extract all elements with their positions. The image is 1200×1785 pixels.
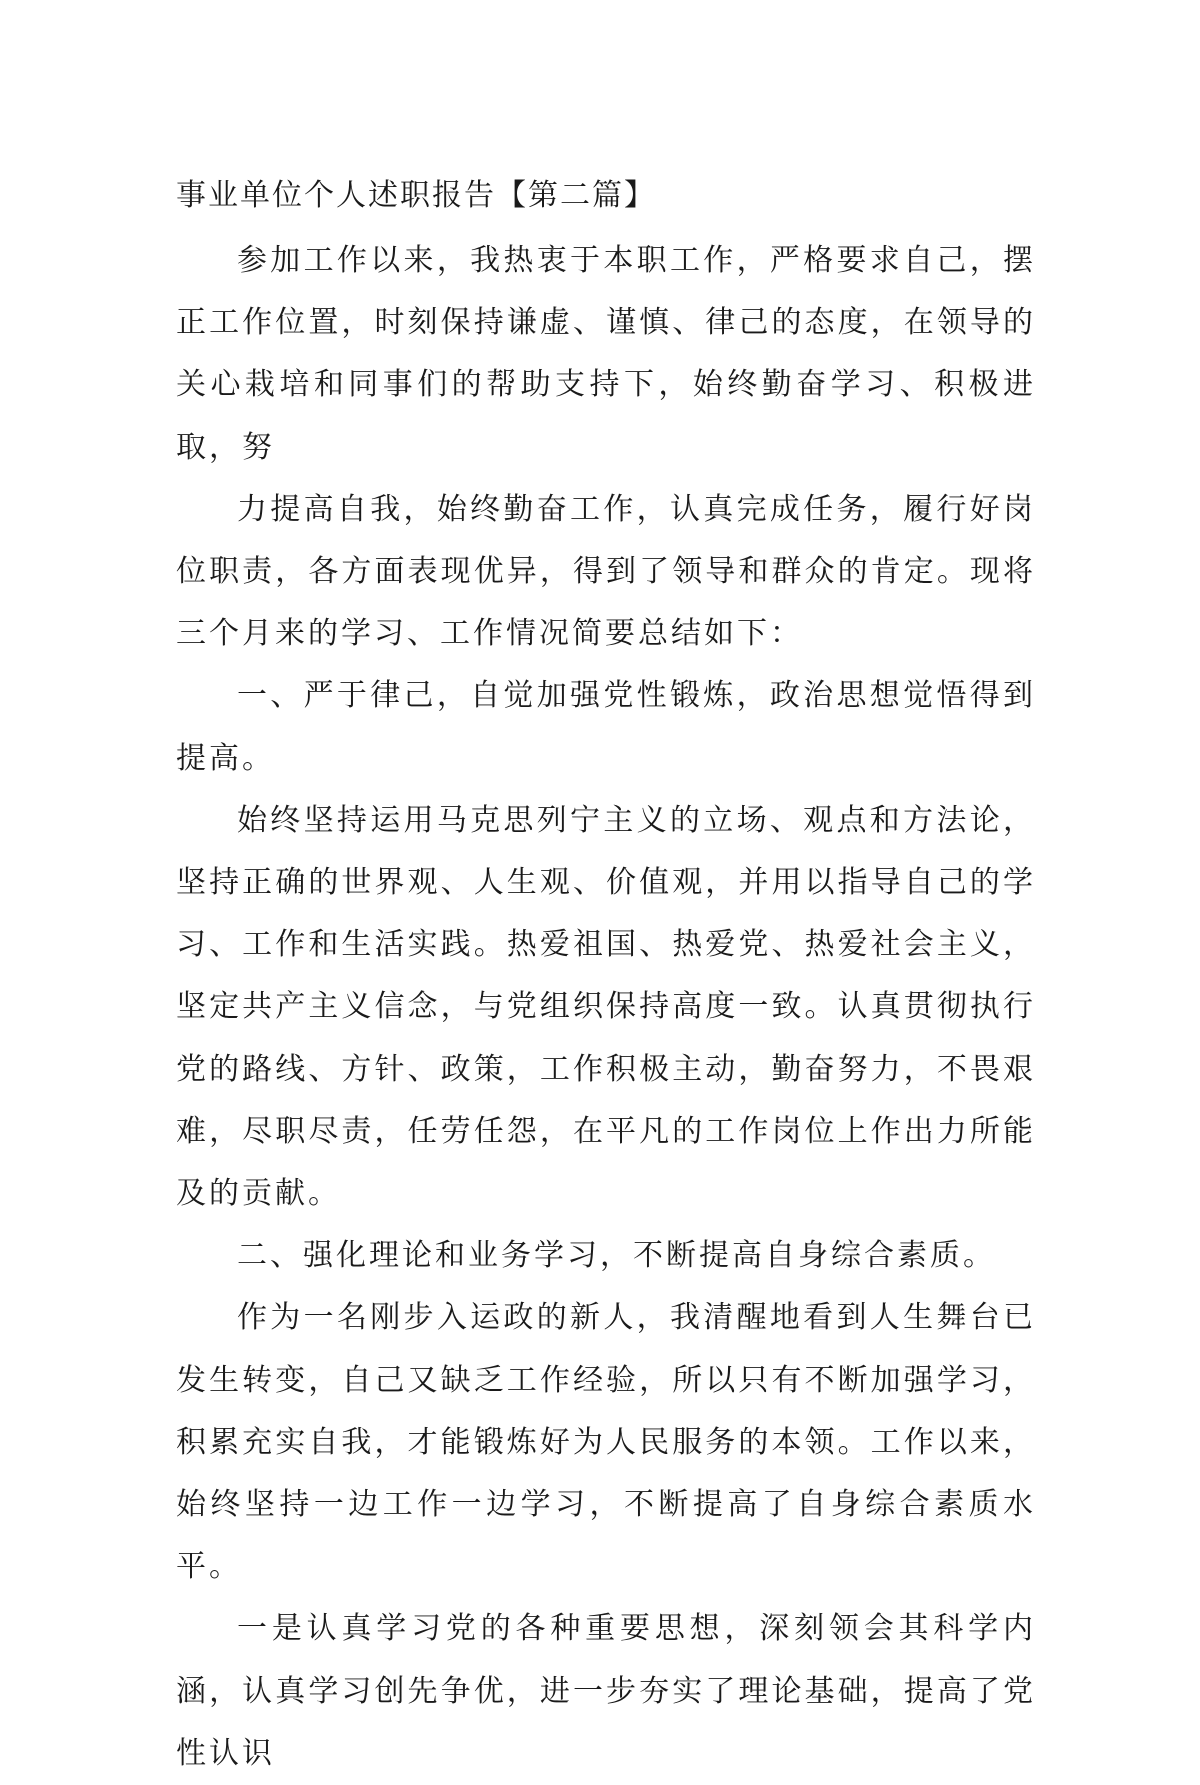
- paragraph-point-1: 一是认真学习党的各种重要思想，深刻领会其科学内涵，认真学习创先争优，进一步夯实了理论基础，提高了党性认识: [176, 1611, 1036, 1771]
- paragraph-intro-2: 力提高自我，始终勤奋工作，认真完成任务，履行好岗位职责，各方面表现优异，得到了领导和群众的肯定。现将三个月来的学习、工作情况简要总结如下：: [176, 491, 1036, 652]
- section-heading-1: 一、严于律己，自觉加强党性锻炼，政治思想觉悟得到提高。: [176, 678, 1036, 776]
- section-heading-2: 二、强化理论和业务学习，不断提高自身综合素质。: [237, 1238, 996, 1274]
- paragraph-section-1: 始终坚持运用马克思列宁主义的立场、观点和方法论，坚持正确的世界观、人生观、价值观，并用以指导自己的学习、工作和生活实践。热爱祖国、热爱党、热爱社会主义，坚定共产主义信念，与党组织保持高度一致。认真贯彻执行党的路线、方针、政策，工作积极主动，勤奋努力，不畏艰难，尽职尽责，任劳任怨，在平凡的工作岗位上作出力所能及的贡献。: [176, 802, 1036, 1212]
- paragraph-intro-1: 参加工作以来，我热衷于本职工作，严格要求自己，摆正工作位置，时刻保持谦虚、谨慎、律己的态度，在领导的关心栽培和同事们的帮助支持下，始终勤奋学习、积极进取，努: [176, 243, 1036, 465]
- document-body: [176, 168, 1036, 1785]
- document-title: 事业单位个人述职报告【第二篇】: [176, 178, 656, 213]
- paragraph-section-2: 作为一名刚步入运政的新人，我清醒地看到人生舞台已发生转变，自己又缺乏工作经验，所以只有不断加强学习，积累充实自我，才能锻炼好为人民服务的本领。工作以来，始终坚持一边工作一边学习，不断提高了自身综合素质水平。: [176, 1300, 1036, 1585]
